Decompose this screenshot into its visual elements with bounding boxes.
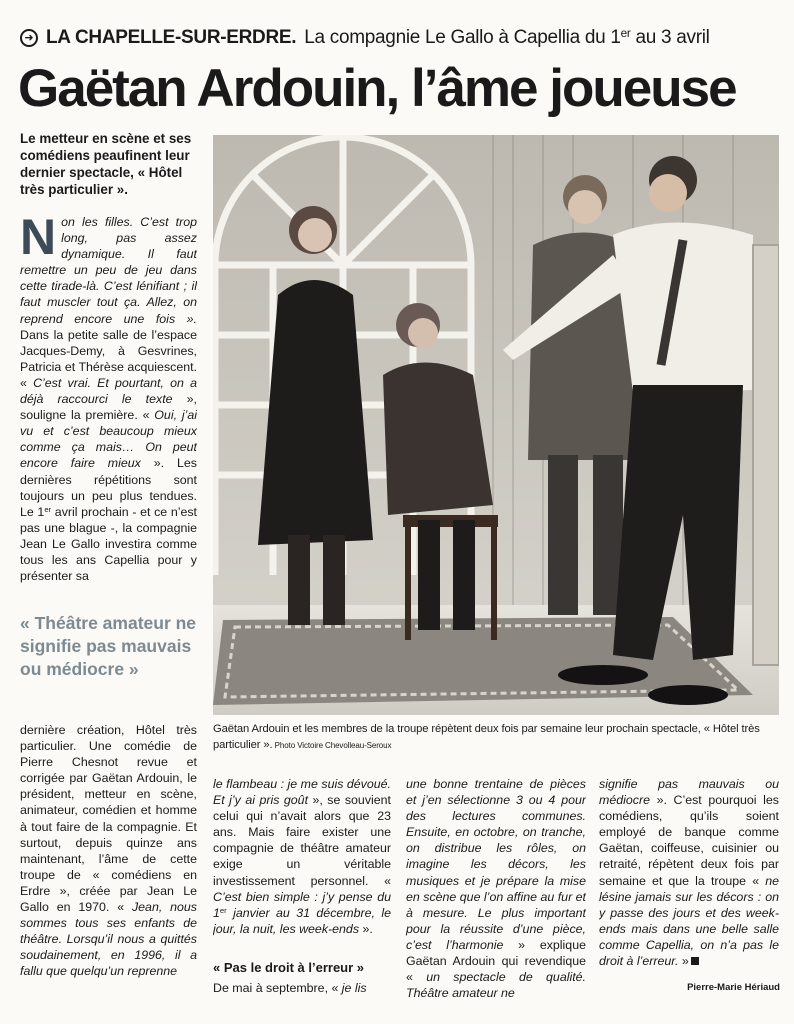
kicker-place: LA CHAPELLE-SUR-ERDRE. bbox=[46, 27, 297, 48]
article-column-4: une bonne trentaine de pièces et j’en sélectionne 3 ou 4 pour des lectures communes. Ensuite, en octobre, on tranche, on distribue les rôles, on imagine les décors, les musiques et je prépare la mise en scène que l’on affine au fur et à mesure. Le plus important pour la réussite d’une pièce, c’est l’harmonie » explique Gaëtan Ardouin qui revendique « un spectacle de qualité. Théâtre amateur ne bbox=[406, 777, 586, 1001]
article-column-2: dernière création, Hôtel très particulier. Une comédie de Pierre Chesnot revue et corrigée par Gaëtan Ardouin, le président, metteur en scène, animateur, comédien et homme à tout faire de la compagnie. Et surtout, depuis quinze ans maintenant, l’âme de cette troupe de « comédiens en Erdre », créée par Jean Le Gallo en 1970. « Jean, nous sommes tous ses enfants de théâtre. Lorsqu’il nous a quittés soudainement, en 1996, il a fallu que quelqu’un reprenne bbox=[20, 723, 197, 979]
end-mark-icon bbox=[691, 957, 699, 965]
pull-quote: « Théâtre amateur ne signifie pas mauvais ou médiocre » bbox=[20, 613, 197, 679]
article-column-3-continued: De mai à septembre, « je lis bbox=[213, 981, 367, 995]
article-column-5: signifie pas mauvais ou médiocre ». C’est pourquoi les comédiens, qu’ils soient employé de banque comme Gaëtan, coiffeuse, cuisinier ou retraité, répètent deux fois par semaine et que la troupe « ne lésine jamais sur les décors : on y passe des jours et des week-ends mais dans une belle salle comme Capellia, on n’a pas le droit à l’erreur. » bbox=[599, 777, 779, 969]
subhead: « Pas le droit à l’erreur » bbox=[213, 960, 365, 975]
photo-credit: Photo Victoire Chevolleau-Seroux bbox=[272, 741, 392, 750]
arrow-circle-icon: ➜ bbox=[20, 29, 38, 47]
photo-caption: Gaëtan Ardouin et les membres de la troupe répètent deux fois par semaine leur prochain spectacle, « Hôtel très particulier ». Photo Victoire Chevolleau-Seroux bbox=[213, 723, 760, 751]
photo-illustration bbox=[213, 135, 779, 715]
intro-chapo: Le metteur en scène et ses comédiens peaufinent leur dernier spectacle, « Hôtel très particulier ». bbox=[20, 131, 192, 197]
kicker bbox=[20, 24, 780, 52]
drop-cap: N bbox=[20, 214, 57, 265]
rehearsal-photo bbox=[213, 135, 779, 715]
byline: Pierre-Marie Hériaud bbox=[687, 982, 780, 993]
article-column-3: le flambeau : je me suis dévoué. Et j’y ai pris goût », se souvient celui qui n’avait alors que 23 ans. Mais faire exister une compagnie de théâtre amateur exige un véritable investissement personnel. « C’est bien simple : j’y pense du 1er janvier au 31 décembre, le jour, la nuit, les week-ends ». bbox=[213, 777, 391, 936]
kicker-subtitle: La compagnie Le Gallo à Capellia du 1er au 3 avril bbox=[304, 27, 710, 48]
article-column-1: Non les filles. C’est trop long, pas assez dynamique. Il faut remettre un peu de jeu dans cette tirade-là. C’est lénifiant ; il faut muscler tout ça. Allez, on reprend encore une fois ». Dans la petite salle de l’espace Jacques-Demy, à Gesvrines, Patricia et Thérèse acquiescent. « C’est vrai. Et pourtant, on a déjà raccourci le texte », souligne la première. « Oui, j’ai vu et c’est beaucoup mieux comme ça mais… On peut encore faire mieux ». Les dernières répétitions sont toujours un peu plus tendues. Le 1er avril prochain - et ce n’est pas une blague -, la compagnie Jean Le Gallo investira comme tous les ans Capellia pour y présenter sa bbox=[20, 214, 197, 584]
headline: Gaëtan Ardouin, l’âme joueuse bbox=[18, 59, 736, 118]
